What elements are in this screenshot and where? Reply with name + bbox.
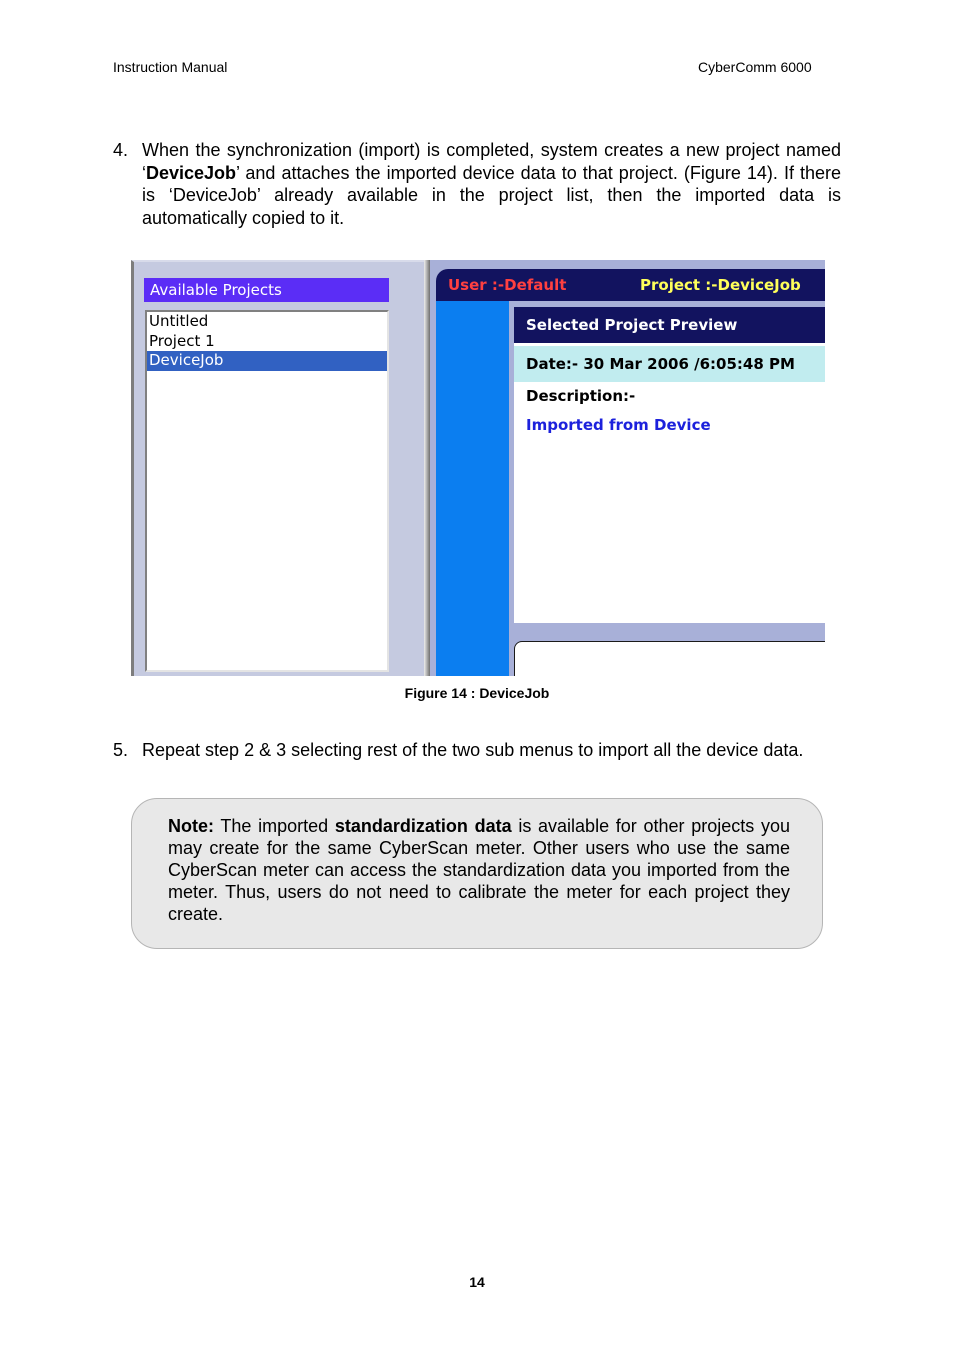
current-project-label: Project :-DeviceJob bbox=[640, 276, 801, 294]
step-5 bbox=[113, 739, 841, 762]
header-left: Instruction Manual bbox=[113, 59, 228, 75]
page-number: 14 bbox=[469, 1274, 485, 1290]
step-4-text-part: When the synchronization (import) is completed, system creates a new project named ‘ bbox=[142, 140, 841, 183]
description-text: Imported from Device bbox=[526, 416, 711, 434]
project-item-project-1[interactable]: Project 1 bbox=[149, 331, 215, 350]
step-4-number: 4. bbox=[113, 140, 129, 160]
step-4-text-part: ’ and attaches the imported device data to that project. (Figure 14). If there is ‘DeviceJob’ already available in the project list, then the imported data is automatically copied to it. bbox=[142, 162, 841, 228]
preview-content bbox=[514, 307, 825, 623]
note-bold: standardization data bbox=[334, 816, 512, 836]
figure-caption: Figure 14 : DeviceJob bbox=[404, 685, 550, 701]
note-text-part: The imported bbox=[214, 816, 335, 836]
header-right: CyberComm 6000 bbox=[698, 59, 812, 75]
step-4 bbox=[113, 139, 841, 229]
current-user-label: User :-Default bbox=[448, 276, 567, 294]
side-bar bbox=[436, 301, 509, 676]
user-project-header bbox=[436, 269, 825, 301]
note-label: Note: bbox=[168, 816, 214, 836]
projects-list[interactable] bbox=[145, 310, 389, 672]
available-projects-panel bbox=[131, 260, 424, 676]
project-preview-panel bbox=[430, 260, 825, 676]
step-4-bold: DeviceJob bbox=[146, 162, 237, 183]
bottom-input-box[interactable] bbox=[514, 641, 825, 676]
description-label: Description:- bbox=[526, 387, 636, 405]
note-text bbox=[168, 815, 790, 925]
project-item-devicejob[interactable]: DeviceJob bbox=[147, 351, 387, 371]
note-box bbox=[131, 798, 823, 949]
step-5-number: 5. bbox=[113, 740, 129, 760]
preview-date: Date:- 30 Mar 2006 /6:05:48 PM bbox=[514, 346, 825, 382]
step-4-text bbox=[142, 139, 841, 229]
project-item-untitled[interactable]: Untitled bbox=[149, 312, 209, 330]
available-projects-title: Available Projects bbox=[144, 278, 389, 302]
preview-title: Selected Project Preview bbox=[514, 307, 825, 343]
figure-devicejob-screenshot bbox=[131, 260, 825, 676]
step-5-text: Repeat step 2 & 3 selecting rest of the two sub menus to import all the device data. bbox=[142, 740, 804, 760]
note-text-part: is available for other projects you may create for the same CyberScan meter. Other users who use the same CyberScan meter can access the standardization data you imported from the meter. Thus, users do not need to calibrate the meter for each project they create. bbox=[168, 816, 791, 924]
